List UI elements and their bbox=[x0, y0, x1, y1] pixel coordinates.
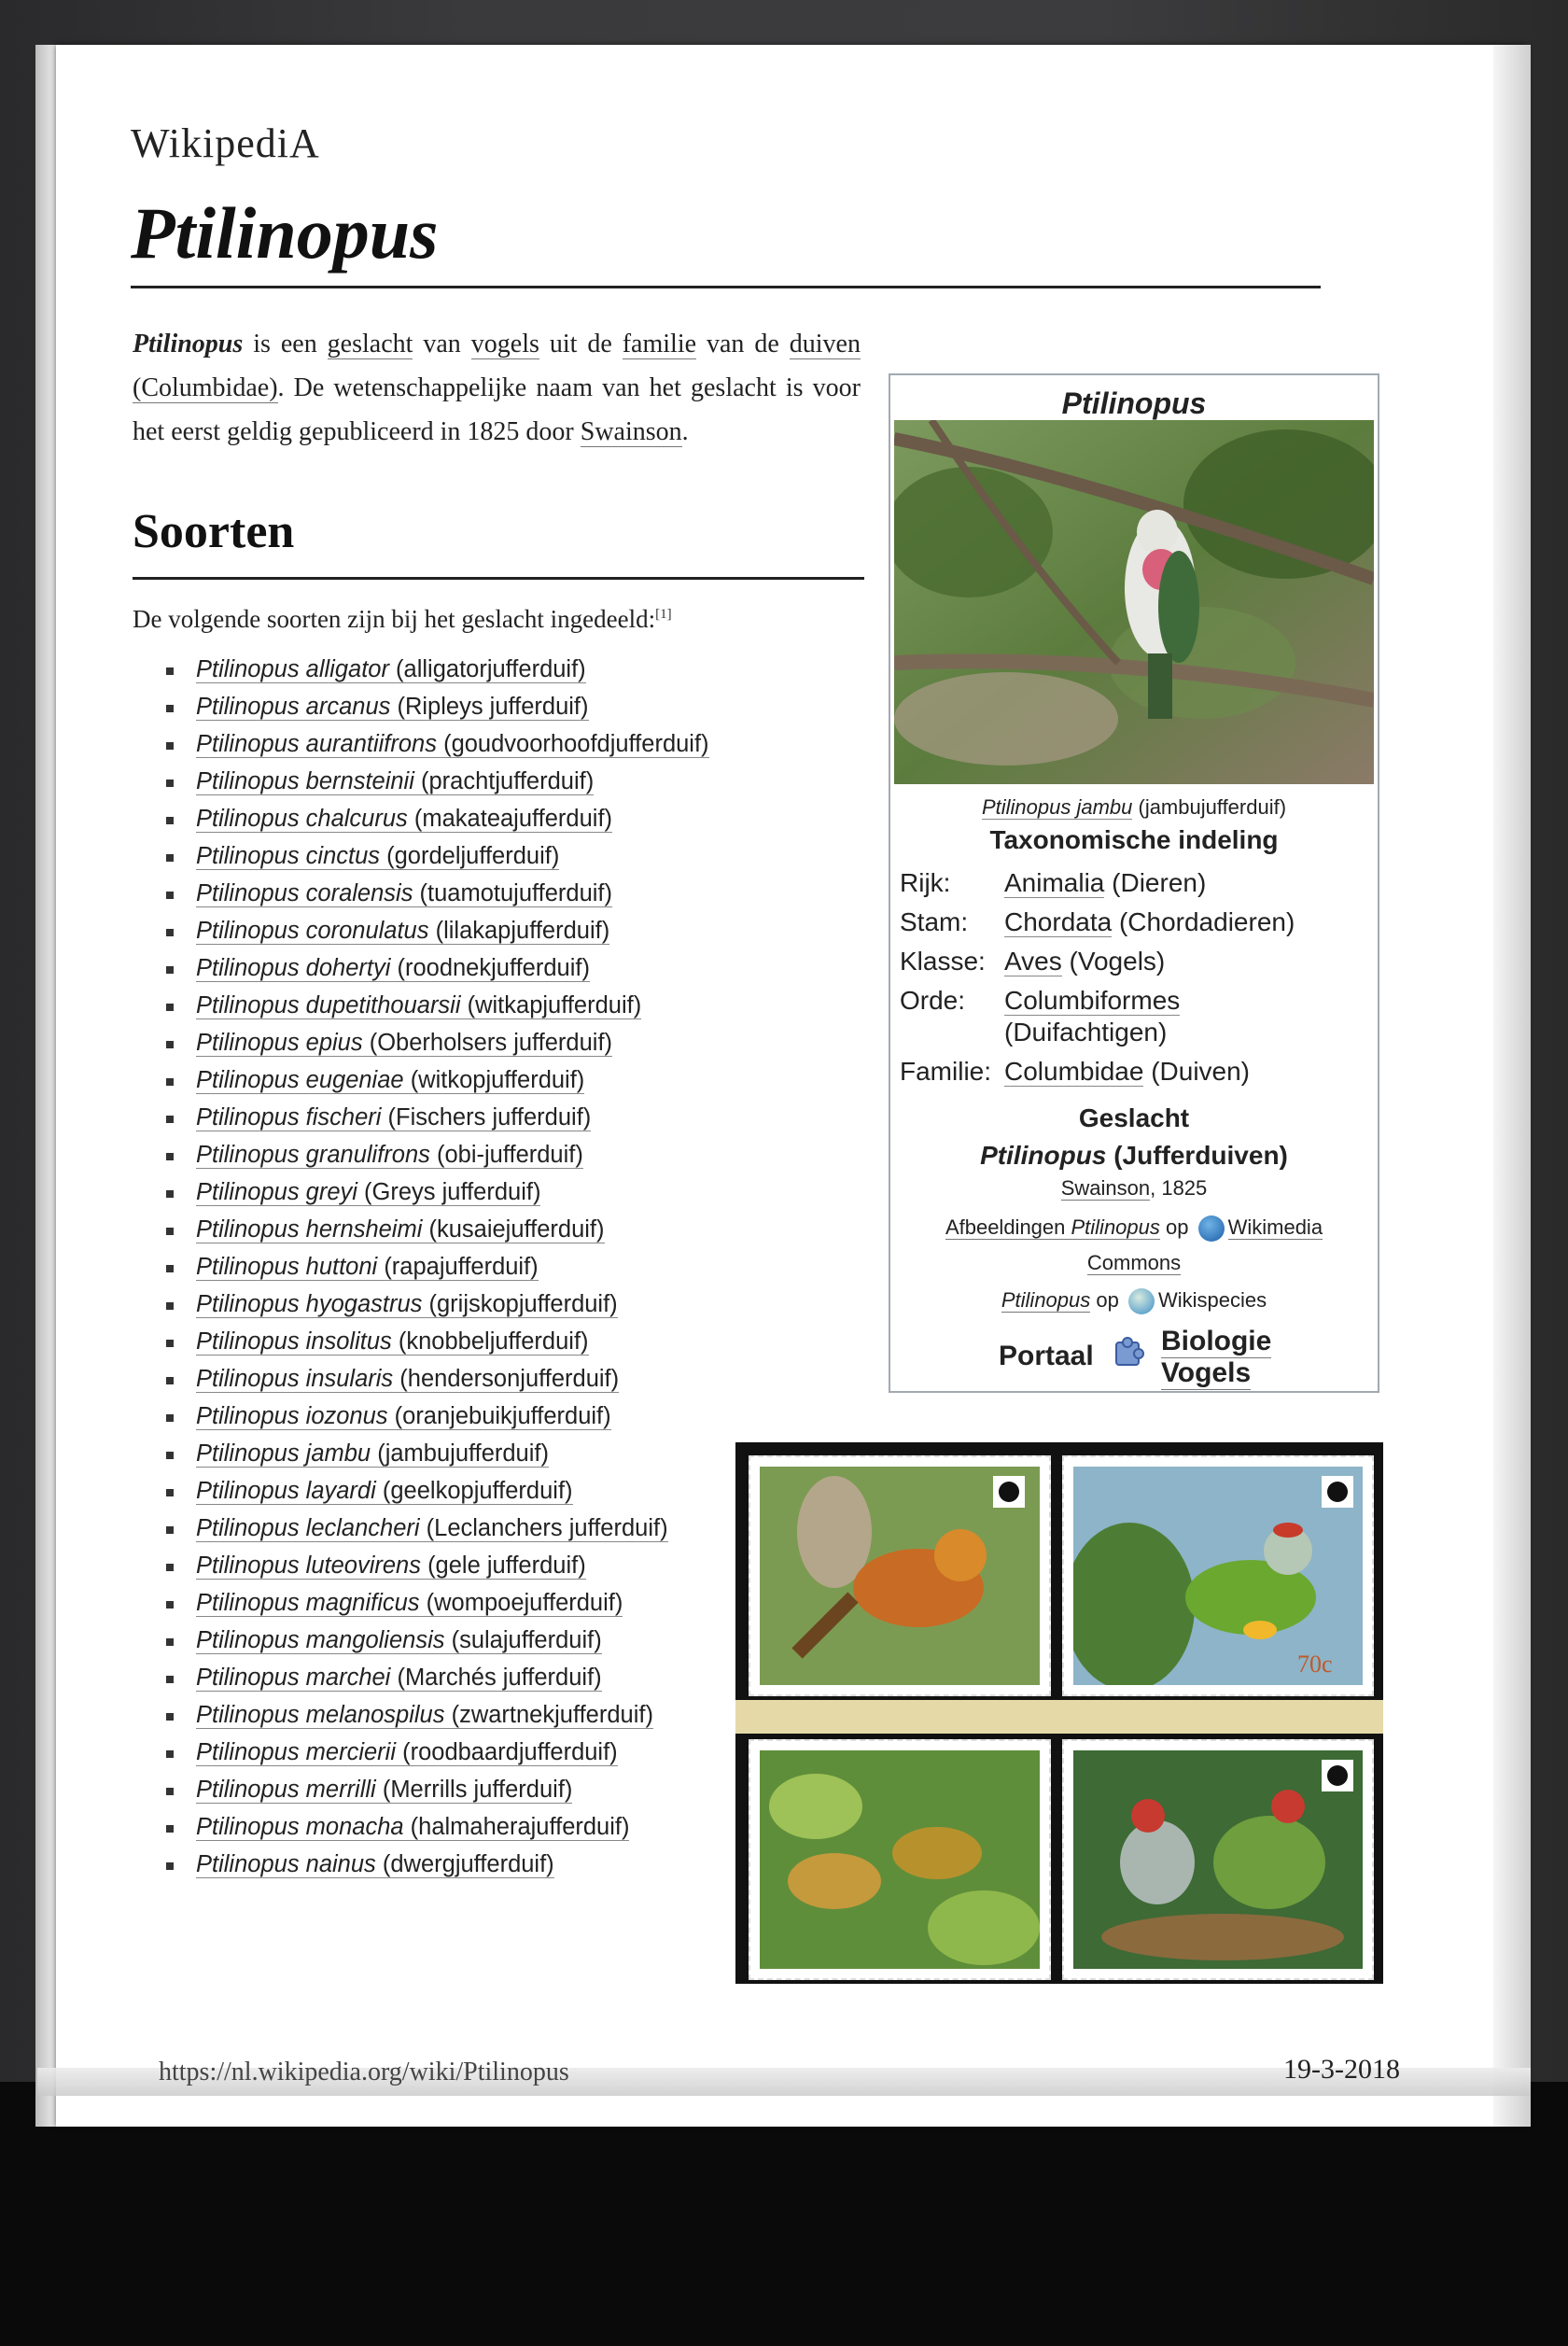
species-item bbox=[159, 806, 737, 843]
species-scientific-name: Ptilinopus cinctus bbox=[196, 843, 381, 869]
species-link[interactable] bbox=[196, 880, 612, 907]
species-common-name: (dwergjufferduif) bbox=[382, 1851, 554, 1877]
species-scientific-name: Ptilinopus arcanus bbox=[196, 694, 391, 720]
bullet-icon bbox=[166, 705, 174, 712]
species-common-name: (tuamotujufferduif) bbox=[419, 880, 613, 906]
stamp-value: 70c bbox=[1297, 1651, 1333, 1678]
species-scientific-name: Ptilinopus aurantiifrons bbox=[196, 731, 437, 757]
footer-url: https://nl.wikipedia.org/wiki/Ptilinopus bbox=[159, 2058, 569, 2086]
species-common-name: (halmaherajufferduif) bbox=[410, 1814, 630, 1840]
species-link[interactable] bbox=[196, 1478, 573, 1505]
bullet-icon bbox=[166, 1414, 174, 1422]
species-scientific-name: Ptilinopus chalcurus bbox=[196, 806, 408, 832]
row-extra: (Duiven) bbox=[1143, 1057, 1251, 1086]
species-scientific-name: Ptilinopus dohertyi bbox=[196, 955, 391, 981]
species-item bbox=[159, 1515, 737, 1552]
stamp-2-image bbox=[1073, 1467, 1363, 1685]
bullet-icon bbox=[166, 1713, 174, 1721]
intro-term: Ptilinopus bbox=[133, 330, 244, 358]
wikipedia-logo: WikipediA bbox=[131, 120, 320, 166]
species-scientific-name: Ptilinopus bernsteinii bbox=[196, 768, 414, 794]
species-link[interactable] bbox=[196, 1739, 618, 1766]
portal-puzzle-icon bbox=[1109, 1335, 1146, 1372]
sleeve-edge bbox=[1493, 45, 1531, 2127]
bullet-icon bbox=[166, 1153, 174, 1160]
species-link[interactable] bbox=[196, 1702, 653, 1729]
species-list bbox=[159, 656, 737, 1889]
species-item bbox=[159, 1366, 737, 1403]
species-link[interactable] bbox=[196, 731, 709, 758]
species-common-name: (prachtjufferduif) bbox=[420, 768, 595, 794]
species-item bbox=[159, 1702, 737, 1739]
bullet-icon bbox=[166, 1676, 174, 1683]
bullet-icon bbox=[166, 1526, 174, 1534]
bullet-icon bbox=[166, 742, 174, 750]
taxobox bbox=[889, 373, 1379, 1393]
section-lead bbox=[133, 605, 672, 634]
species-scientific-name: Ptilinopus marchei bbox=[196, 1665, 391, 1691]
bullet-icon bbox=[166, 929, 174, 936]
species-common-name: (sulajufferduif) bbox=[451, 1627, 602, 1653]
bullet-icon bbox=[166, 1265, 174, 1272]
species-link[interactable] bbox=[196, 1179, 540, 1206]
species-link[interactable] bbox=[196, 1067, 584, 1094]
link-vogels[interactable]: vogels bbox=[470, 330, 539, 358]
species-item bbox=[159, 992, 737, 1030]
bullet-icon bbox=[166, 1377, 174, 1384]
species-link[interactable] bbox=[196, 1814, 629, 1841]
species-scientific-name: Ptilinopus hernsheimi bbox=[196, 1216, 423, 1243]
species-item bbox=[159, 1104, 737, 1142]
species-common-name: (makateajufferduif) bbox=[413, 806, 613, 832]
row-extra: (Dieren) bbox=[1104, 868, 1207, 897]
species-item bbox=[159, 1254, 737, 1291]
portal-label: Portaal bbox=[999, 1341, 1094, 1371]
bullet-icon bbox=[166, 966, 174, 974]
species-link[interactable] bbox=[196, 955, 590, 982]
species-item bbox=[159, 1478, 737, 1515]
bullet-icon bbox=[166, 1004, 174, 1011]
stamp-4-image bbox=[1073, 1750, 1363, 1969]
sheet-edge bbox=[35, 45, 58, 2127]
species-item bbox=[159, 694, 737, 731]
intro-text: . bbox=[681, 417, 689, 446]
stamp-block bbox=[735, 1442, 1383, 1984]
species-scientific-name: Ptilinopus mercierii bbox=[196, 1739, 396, 1765]
species-link[interactable] bbox=[196, 656, 586, 683]
taxonomy-heading: Taxonomische indeling bbox=[989, 825, 1279, 854]
species-item bbox=[159, 1403, 737, 1440]
taxobox-title: Ptilinopus bbox=[1061, 386, 1207, 420]
species-common-name: (geelkopjufferduif) bbox=[382, 1478, 573, 1504]
genus-heading: Geslacht bbox=[1078, 1103, 1190, 1132]
genus-name bbox=[890, 1141, 1378, 1171]
species-item bbox=[159, 731, 737, 768]
footer-date: 19-3-2018 bbox=[1283, 2054, 1400, 2085]
species-item bbox=[159, 1665, 737, 1702]
species-scientific-name: Ptilinopus layardi bbox=[196, 1478, 376, 1504]
row-link[interactable]: Aves bbox=[1004, 947, 1062, 976]
species-item bbox=[159, 1142, 737, 1179]
section-divider bbox=[133, 577, 864, 580]
species-link[interactable] bbox=[196, 992, 641, 1019]
species-link[interactable] bbox=[196, 1142, 583, 1169]
commons-name[interactable]: Ptilinopus bbox=[1071, 1215, 1160, 1239]
row-extra: (Duifachtigen) bbox=[1004, 1018, 1168, 1047]
intro-text: uit de bbox=[539, 330, 623, 358]
species-common-name: (roodbaardjufferduif) bbox=[402, 1739, 618, 1765]
species-link[interactable] bbox=[196, 1665, 602, 1692]
species-scientific-name: Ptilinopus leclancheri bbox=[196, 1515, 420, 1541]
species-common-name: (wompoejufferduif) bbox=[426, 1590, 623, 1616]
caption-common: (jambujufferduif) bbox=[1132, 795, 1287, 819]
bullet-icon bbox=[166, 667, 174, 675]
species-scientific-name: Ptilinopus granulifrons bbox=[196, 1142, 430, 1168]
species-common-name: (lilakapjufferduif) bbox=[435, 918, 610, 944]
species-item bbox=[159, 1851, 737, 1889]
bullet-icon bbox=[166, 1564, 174, 1571]
stamp-3-image bbox=[760, 1750, 1040, 1969]
species-scientific-name: Ptilinopus fischeri bbox=[196, 1104, 382, 1131]
species-common-name: (gordeljufferduif) bbox=[386, 843, 560, 869]
species-link[interactable] bbox=[196, 1777, 572, 1804]
lead-text: De volgende soorten zijn bij het geslacht ingedeeld: bbox=[133, 605, 656, 633]
row-label: Rijk: bbox=[900, 868, 951, 897]
species-common-name: (roodnekjufferduif) bbox=[397, 955, 590, 981]
species-link[interactable] bbox=[196, 768, 594, 795]
species-item bbox=[159, 1291, 737, 1328]
species-link[interactable] bbox=[196, 1104, 591, 1131]
species-common-name: (alligatorjufferduif) bbox=[396, 656, 586, 682]
species-common-name: (rapajufferduif) bbox=[384, 1254, 539, 1280]
species-item bbox=[159, 1777, 737, 1814]
species-scientific-name: Ptilinopus insolitus bbox=[196, 1328, 392, 1355]
row-label: Familie: bbox=[900, 1057, 992, 1086]
species-scientific-name: Ptilinopus monacha bbox=[196, 1814, 404, 1840]
bullet-icon bbox=[166, 1750, 174, 1758]
species-scientific-name: Ptilinopus alligator bbox=[196, 656, 389, 682]
commons-link-2[interactable]: Commons bbox=[1086, 1251, 1182, 1274]
bullet-icon bbox=[166, 1340, 174, 1347]
bullet-icon bbox=[166, 1825, 174, 1833]
bullet-icon bbox=[166, 1601, 174, 1608]
species-link[interactable] bbox=[196, 1851, 554, 1878]
species-item bbox=[159, 1067, 737, 1104]
species-link[interactable] bbox=[196, 694, 589, 721]
species-item bbox=[159, 955, 737, 992]
row-link[interactable]: Columbiformes bbox=[1004, 986, 1181, 1015]
species-item bbox=[159, 1179, 737, 1216]
stamp-4 bbox=[1062, 1739, 1374, 1980]
species-link[interactable] bbox=[196, 1254, 539, 1281]
species-scientific-name: Ptilinopus huttoni bbox=[196, 1254, 378, 1280]
bullet-icon bbox=[166, 1078, 174, 1086]
species-item bbox=[159, 1552, 737, 1590]
commons-line-2 bbox=[890, 1251, 1378, 1275]
species-common-name: (oranjebuikjufferduif) bbox=[394, 1403, 611, 1429]
bullet-icon bbox=[166, 1116, 174, 1123]
species-item bbox=[159, 880, 737, 918]
stamp-mount-strip bbox=[735, 1700, 1383, 1734]
bullet-icon bbox=[166, 1190, 174, 1198]
species-common-name: (jambujufferduif) bbox=[377, 1440, 549, 1467]
row-link[interactable]: Chordata bbox=[1004, 907, 1113, 936]
bullet-icon bbox=[166, 817, 174, 824]
intro-text: van de bbox=[696, 330, 790, 358]
species-item bbox=[159, 1216, 737, 1254]
bullet-icon bbox=[166, 1228, 174, 1235]
commons-prefix[interactable]: Afbeeldingen bbox=[945, 1215, 1071, 1239]
bullet-icon bbox=[166, 1862, 174, 1870]
species-scientific-name: Ptilinopus eugeniae bbox=[196, 1067, 404, 1093]
author-link[interactable]: Swainson bbox=[1060, 1176, 1151, 1200]
link-duiven[interactable]: duiven (Columbidae) bbox=[133, 330, 861, 402]
species-link[interactable] bbox=[196, 806, 612, 833]
species-link[interactable] bbox=[196, 1403, 611, 1430]
species-scientific-name: Ptilinopus coronulatus bbox=[196, 918, 429, 944]
species-common-name: (witkapjufferduif) bbox=[467, 992, 642, 1018]
commons-line bbox=[890, 1215, 1378, 1242]
species-scientific-name: Ptilinopus mangoliensis bbox=[196, 1627, 445, 1653]
commons-icon bbox=[1198, 1215, 1225, 1242]
species-item bbox=[159, 1739, 737, 1777]
species-link[interactable] bbox=[196, 1366, 619, 1393]
species-scientific-name: Ptilinopus nainus bbox=[196, 1851, 376, 1877]
photo-caption bbox=[890, 795, 1378, 820]
stamp-1-image bbox=[760, 1467, 1040, 1685]
stamp-1 bbox=[749, 1455, 1051, 1696]
species-common-name: (Fischers jufferduif) bbox=[387, 1104, 592, 1131]
species-common-name: (hendersonjufferduif) bbox=[399, 1366, 620, 1392]
portal-row bbox=[890, 1326, 1378, 1388]
bullet-icon bbox=[166, 1041, 174, 1048]
row-link[interactable]: Columbidae bbox=[1004, 1057, 1144, 1086]
species-link[interactable] bbox=[196, 1328, 589, 1356]
intro-paragraph bbox=[133, 322, 861, 454]
row-label: Stam: bbox=[900, 907, 969, 936]
species-common-name: (goudvoorhoofdjufferduif) bbox=[443, 731, 709, 757]
species-link[interactable] bbox=[196, 918, 609, 945]
species-item bbox=[159, 843, 737, 880]
link-familie[interactable]: familie bbox=[622, 330, 697, 358]
bullet-icon bbox=[166, 892, 174, 899]
stamp-3 bbox=[749, 1739, 1051, 1980]
species-common-name: (zwartnekjufferduif) bbox=[451, 1702, 653, 1728]
species-item bbox=[159, 1030, 737, 1067]
species-common-name: (obi-jufferduif) bbox=[437, 1142, 583, 1168]
species-common-name: (gele jufferduif) bbox=[427, 1552, 586, 1579]
link-geslacht[interactable]: geslacht bbox=[327, 330, 413, 358]
species-scientific-name: Ptilinopus magnificus bbox=[196, 1590, 420, 1616]
species-scientific-name: Ptilinopus greyi bbox=[196, 1179, 357, 1205]
species-scientific-name: Ptilinopus merrilli bbox=[196, 1777, 376, 1803]
bullet-icon bbox=[166, 1452, 174, 1459]
species-item bbox=[159, 1590, 737, 1627]
species-common-name: (Marchés jufferduif) bbox=[397, 1665, 602, 1691]
section-heading: Soorten bbox=[133, 505, 295, 558]
bullet-icon bbox=[166, 854, 174, 862]
species-item bbox=[159, 1440, 737, 1478]
bullet-icon bbox=[166, 1489, 174, 1496]
species-common-name: (grijskopjufferduif) bbox=[428, 1291, 618, 1317]
bird-photo[interactable] bbox=[894, 420, 1374, 784]
species-link[interactable] bbox=[196, 843, 559, 870]
bullet-icon bbox=[166, 1638, 174, 1646]
species-item bbox=[159, 1814, 737, 1851]
row-extra: (Vogels) bbox=[1061, 947, 1166, 976]
species-link[interactable] bbox=[196, 1030, 612, 1057]
species-link[interactable] bbox=[196, 1216, 605, 1243]
species-item bbox=[159, 768, 737, 806]
link-swainson[interactable]: Swainson bbox=[580, 417, 682, 446]
intro-text: . De wetenschappelijke naam van het geslacht is voor het eerst geldig gepubliceerd in 1825 door bbox=[133, 373, 861, 446]
row-label: Klasse: bbox=[900, 947, 986, 976]
wikispecies-icon bbox=[1128, 1288, 1155, 1314]
wikispecies-link[interactable]: Wikispecies bbox=[1157, 1288, 1267, 1312]
species-link[interactable] bbox=[196, 1440, 549, 1468]
species-scientific-name: Ptilinopus luteovirens bbox=[196, 1552, 421, 1579]
species-scientific-name: Ptilinopus epius bbox=[196, 1030, 363, 1056]
species-common-name: (Leclanchers jufferduif) bbox=[426, 1515, 668, 1541]
reference-link[interactable]: [1] bbox=[655, 607, 672, 622]
species-common-name: (kusaiejufferduif) bbox=[428, 1216, 605, 1243]
species-scientific-name: Ptilinopus coralensis bbox=[196, 880, 413, 906]
commons-op: op bbox=[1159, 1215, 1195, 1239]
species-scientific-name: Ptilinopus melanospilus bbox=[196, 1702, 445, 1728]
genus-common: (Jufferduiven) bbox=[1106, 1141, 1288, 1170]
caption-species-link[interactable]: Ptilinopus jambu bbox=[981, 795, 1133, 819]
intro-text: van bbox=[413, 330, 471, 358]
bullet-icon bbox=[166, 780, 174, 787]
stamp-2 bbox=[1062, 1455, 1374, 1696]
bullet-icon bbox=[166, 1788, 174, 1795]
species-item bbox=[159, 656, 737, 694]
species-common-name: (Merrills jufferduif) bbox=[382, 1777, 573, 1803]
species-scientific-name: Ptilinopus dupetithouarsii bbox=[196, 992, 461, 1018]
portal-biologie[interactable]: Biologie bbox=[1161, 1326, 1272, 1356]
row-link[interactable]: Animalia bbox=[1004, 868, 1105, 897]
row-extra: (Chordadieren) bbox=[1112, 907, 1295, 936]
species-common-name: (Oberholsers jufferduif) bbox=[369, 1030, 613, 1056]
bullet-icon bbox=[166, 1302, 174, 1310]
species-item bbox=[159, 1328, 737, 1366]
species-item bbox=[159, 918, 737, 955]
commons-link[interactable]: Wikimedia bbox=[1227, 1215, 1323, 1239]
page-title: Ptilinopus bbox=[131, 192, 439, 274]
species-scientific-name: Ptilinopus iozonus bbox=[196, 1403, 388, 1429]
author-year: , 1825 bbox=[1150, 1176, 1208, 1200]
species-link[interactable] bbox=[196, 1627, 602, 1654]
species-common-name: (Ripleys jufferduif) bbox=[397, 694, 589, 720]
intro-text: is een bbox=[243, 330, 328, 358]
genus-author bbox=[890, 1176, 1378, 1201]
species-link[interactable] bbox=[196, 1291, 618, 1318]
species-scientific-name: Ptilinopus hyogastrus bbox=[196, 1291, 423, 1317]
row-label: Orde: bbox=[900, 986, 966, 1015]
species-op: op bbox=[1090, 1288, 1125, 1312]
species-scientific-name: Ptilinopus jambu bbox=[196, 1440, 371, 1467]
species-item bbox=[159, 1627, 737, 1665]
species-common-name: (witkopjufferduif) bbox=[410, 1067, 585, 1093]
title-divider bbox=[131, 286, 1321, 288]
species-link[interactable] bbox=[196, 1515, 668, 1542]
species-link[interactable] bbox=[196, 1590, 623, 1617]
species-name[interactable]: Ptilinopus bbox=[1001, 1288, 1091, 1312]
species-common-name: (Greys jufferduif) bbox=[364, 1179, 541, 1205]
genus-italic: Ptilinopus bbox=[980, 1141, 1107, 1170]
species-scientific-name: Ptilinopus insularis bbox=[196, 1366, 394, 1392]
species-link[interactable] bbox=[196, 1552, 586, 1580]
species-common-name: (knobbeljufferduif) bbox=[398, 1328, 589, 1355]
portal-vogels[interactable]: Vogels bbox=[1161, 1357, 1252, 1388]
wikispecies-line bbox=[890, 1288, 1378, 1314]
